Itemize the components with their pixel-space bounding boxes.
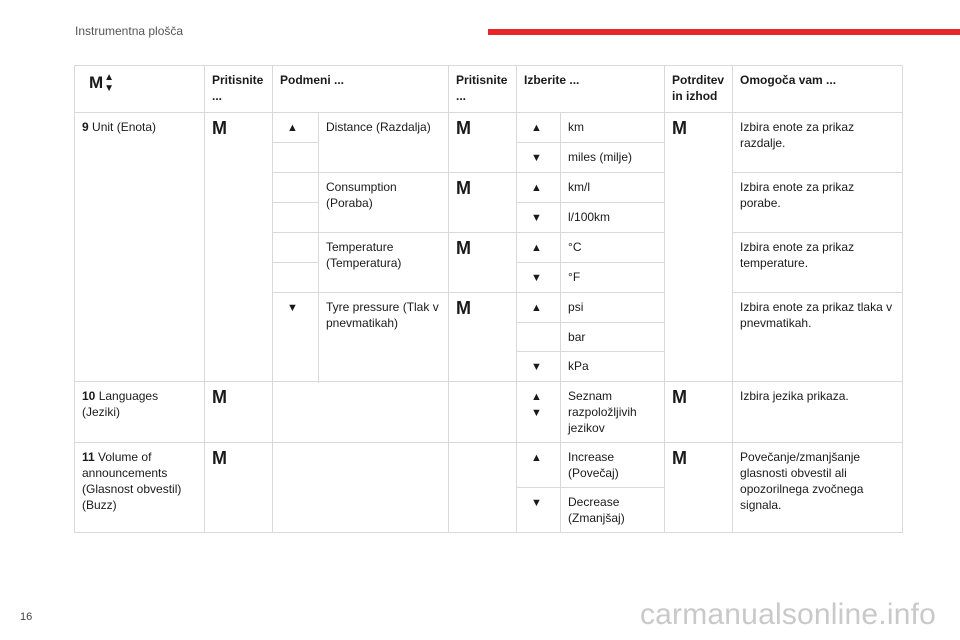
option-bar: bar	[561, 323, 665, 352]
arrow-down-icon: ▼	[531, 272, 542, 284]
option-fahrenheit: °F	[561, 263, 665, 293]
option-km: km	[561, 113, 665, 143]
option-km-l: km/l	[561, 173, 665, 203]
m-button-icon: M	[672, 448, 688, 468]
option-increase: Increase (Povečaj)	[561, 443, 665, 488]
option-kpa: kPa	[561, 352, 665, 382]
submenu-distance: Distance (Razdalja)	[319, 113, 449, 173]
option-l-100km: l/100km	[561, 203, 665, 233]
table-row	[75, 443, 903, 488]
arrow-down-icon: ▼	[531, 212, 542, 224]
result-tyre-pressure: Izbira enote za prikaz tlaka v pnevmatikah.	[733, 293, 903, 382]
arrow-up-icon: ▲	[531, 242, 542, 254]
m-button-icon: M	[672, 387, 688, 407]
option-psi: psi	[561, 293, 665, 323]
table-header-row	[75, 66, 903, 113]
header-button-cell	[75, 66, 205, 113]
result-volume: Povečanje/zmanjšanje glasnosti obvestil ali opozorilnega zvočnega signala.	[733, 443, 903, 533]
option-language-list: Seznam razpoložljivih jezikov	[561, 382, 665, 443]
arrow-down-icon: ▼	[531, 152, 542, 164]
option-miles: miles (milje)	[561, 143, 665, 173]
table-row	[75, 113, 903, 143]
col-header-press-2: Pritisnite ...	[449, 66, 517, 113]
m-updown-icon: M ▲ ▼	[89, 72, 115, 94]
m-button-icon: M	[212, 387, 227, 407]
arrow-up-icon: ▲	[531, 182, 542, 194]
menu-unit: 9 Unit (Enota)	[75, 113, 205, 382]
menu-languages: 10 Languages (Jeziki)	[75, 382, 205, 443]
m-button-icon: M	[456, 118, 472, 138]
col-header-press-1: Pritisnite ...	[205, 66, 273, 113]
section-title: Instrumentna plošča	[75, 24, 184, 38]
col-header-select: Izberite ...	[517, 66, 665, 113]
arrow-up-icon: ▲	[531, 302, 542, 314]
settings-table	[74, 65, 903, 533]
option-celsius: °C	[561, 233, 665, 263]
arrow-up-icon: ▲	[287, 122, 298, 134]
result-consumption: Izbira enote za prikaz porabe.	[733, 173, 903, 233]
m-button-icon: M	[672, 118, 688, 138]
arrow-updown-icon: ▲ ▼	[531, 391, 542, 419]
result-languages: Izbira jezika prikaza.	[733, 382, 903, 443]
m-button-icon: M	[212, 118, 227, 138]
col-header-submenu: Podmeni ...	[273, 66, 449, 113]
submenu-consumption: Consumption (Poraba)	[319, 173, 449, 233]
option-decrease: Decrease (Zmanjšaj)	[561, 488, 665, 533]
result-distance: Izbira enote za prikaz razdalje.	[733, 113, 903, 173]
arrow-up-icon: ▲	[531, 452, 542, 464]
menu-volume: 11 Volume of announcements (Glasnost obvestil) (Buzz)	[75, 443, 205, 533]
col-header-confirm: Potrditev in izhod	[665, 66, 733, 113]
col-header-result: Omogoča vam ...	[733, 66, 903, 113]
result-temperature: Izbira enote za prikaz temperature.	[733, 233, 903, 293]
watermark: carmanualsonline.info	[639, 598, 936, 631]
m-button-icon: M	[456, 298, 472, 318]
header-accent-bar	[488, 29, 960, 35]
submenu-tyre-pressure: Tyre pressure (Tlak v pnevmatikah)	[319, 293, 449, 382]
table-row	[75, 382, 903, 443]
arrow-down-icon: ▼	[531, 497, 542, 509]
m-button-icon: M	[456, 178, 472, 198]
arrow-down-icon: ▼	[287, 302, 298, 314]
m-button-icon: M	[456, 238, 472, 258]
page-number: 16	[20, 611, 33, 623]
arrow-up-icon: ▲	[531, 122, 542, 134]
arrow-down-icon: ▼	[531, 361, 542, 373]
m-button-icon: M	[212, 448, 227, 468]
submenu-temperature: Temperature (Temperatura)	[319, 233, 449, 293]
